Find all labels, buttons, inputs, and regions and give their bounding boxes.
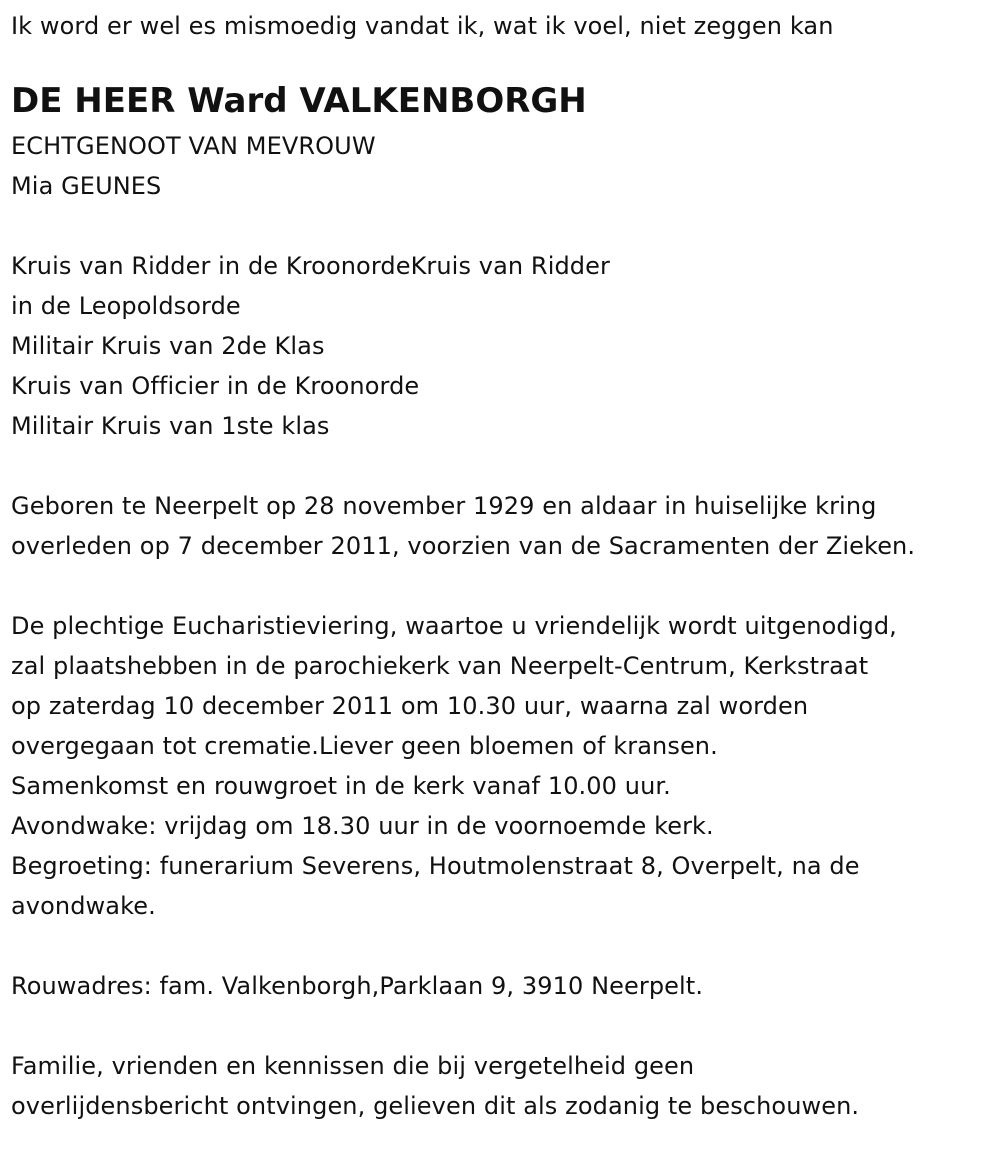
- spacer: [11, 446, 1000, 486]
- birth-death-line: overleden op 7 december 2011, voorzien van de Sacramenten der Zieken.: [11, 532, 916, 560]
- honors-list: [11, 246, 1000, 446]
- service-line: overgegaan tot crematie.Liever geen bloemen of kransen.: [11, 732, 718, 760]
- service-line: Avondwake: vrijdag om 18.30 uur in de voornoemde kerk.: [11, 812, 714, 840]
- honor-line: Kruis van Ridder in de KroonordeKruis van Ridder: [11, 252, 610, 280]
- spouse-name: Mia GEUNES: [11, 172, 162, 200]
- honor-line: Militair Kruis van 2de Klas: [11, 332, 325, 360]
- service-line: zal plaatshebben in de parochiekerk van Neerpelt-Centrum, Kerkstraat: [11, 652, 869, 680]
- closing-paragraph: [11, 1046, 1000, 1126]
- spacer: [11, 566, 1000, 606]
- mourning-address: Rouwadres: fam. Valkenborgh,Parklaan 9, 3910 Neerpelt.: [11, 972, 704, 1000]
- service-line: Begroeting: funerarium Severens, Houtmolenstraat 8, Overpelt, na de: [11, 852, 860, 880]
- spacer: [11, 926, 1000, 966]
- motto-text: Ik word er wel es mismoedig vandat ik, wat ik voel, niet zeggen kan: [11, 12, 834, 40]
- spacer: [11, 1006, 1000, 1046]
- closing-line: Familie, vrienden en kennissen die bij vergetelheid geen: [11, 1052, 695, 1080]
- closing-line: overlijdensbericht ontvingen, gelieven dit als zodanig te beschouwen.: [11, 1092, 860, 1120]
- honor-line: Militair Kruis van 1ste klas: [11, 412, 330, 440]
- honor-line: Kruis van Officier in de Kroonorde: [11, 372, 420, 400]
- service-paragraph: [11, 606, 1000, 926]
- service-line: avondwake.: [11, 892, 156, 920]
- birth-death-line: Geboren te Neerpelt op 28 november 1929 en aldaar in huiselijke kring: [11, 492, 877, 520]
- service-line: Samenkomst en rouwgroet in de kerk vanaf 10.00 uur.: [11, 772, 671, 800]
- deceased-name: DE HEER Ward VALKENBORGH: [11, 81, 587, 121]
- service-line: op zaterdag 10 december 2011 om 10.30 uur, waarna zal worden: [11, 692, 809, 720]
- spacer: [11, 206, 1000, 246]
- honor-line: in de Leopoldsorde: [11, 292, 241, 320]
- birth-death-paragraph: [11, 486, 1000, 566]
- spouse-label: ECHTGENOOT VAN MEVROUW: [11, 132, 376, 160]
- service-line: De plechtige Eucharistieviering, waartoe u vriendelijk wordt uitgenodigd,: [11, 612, 897, 640]
